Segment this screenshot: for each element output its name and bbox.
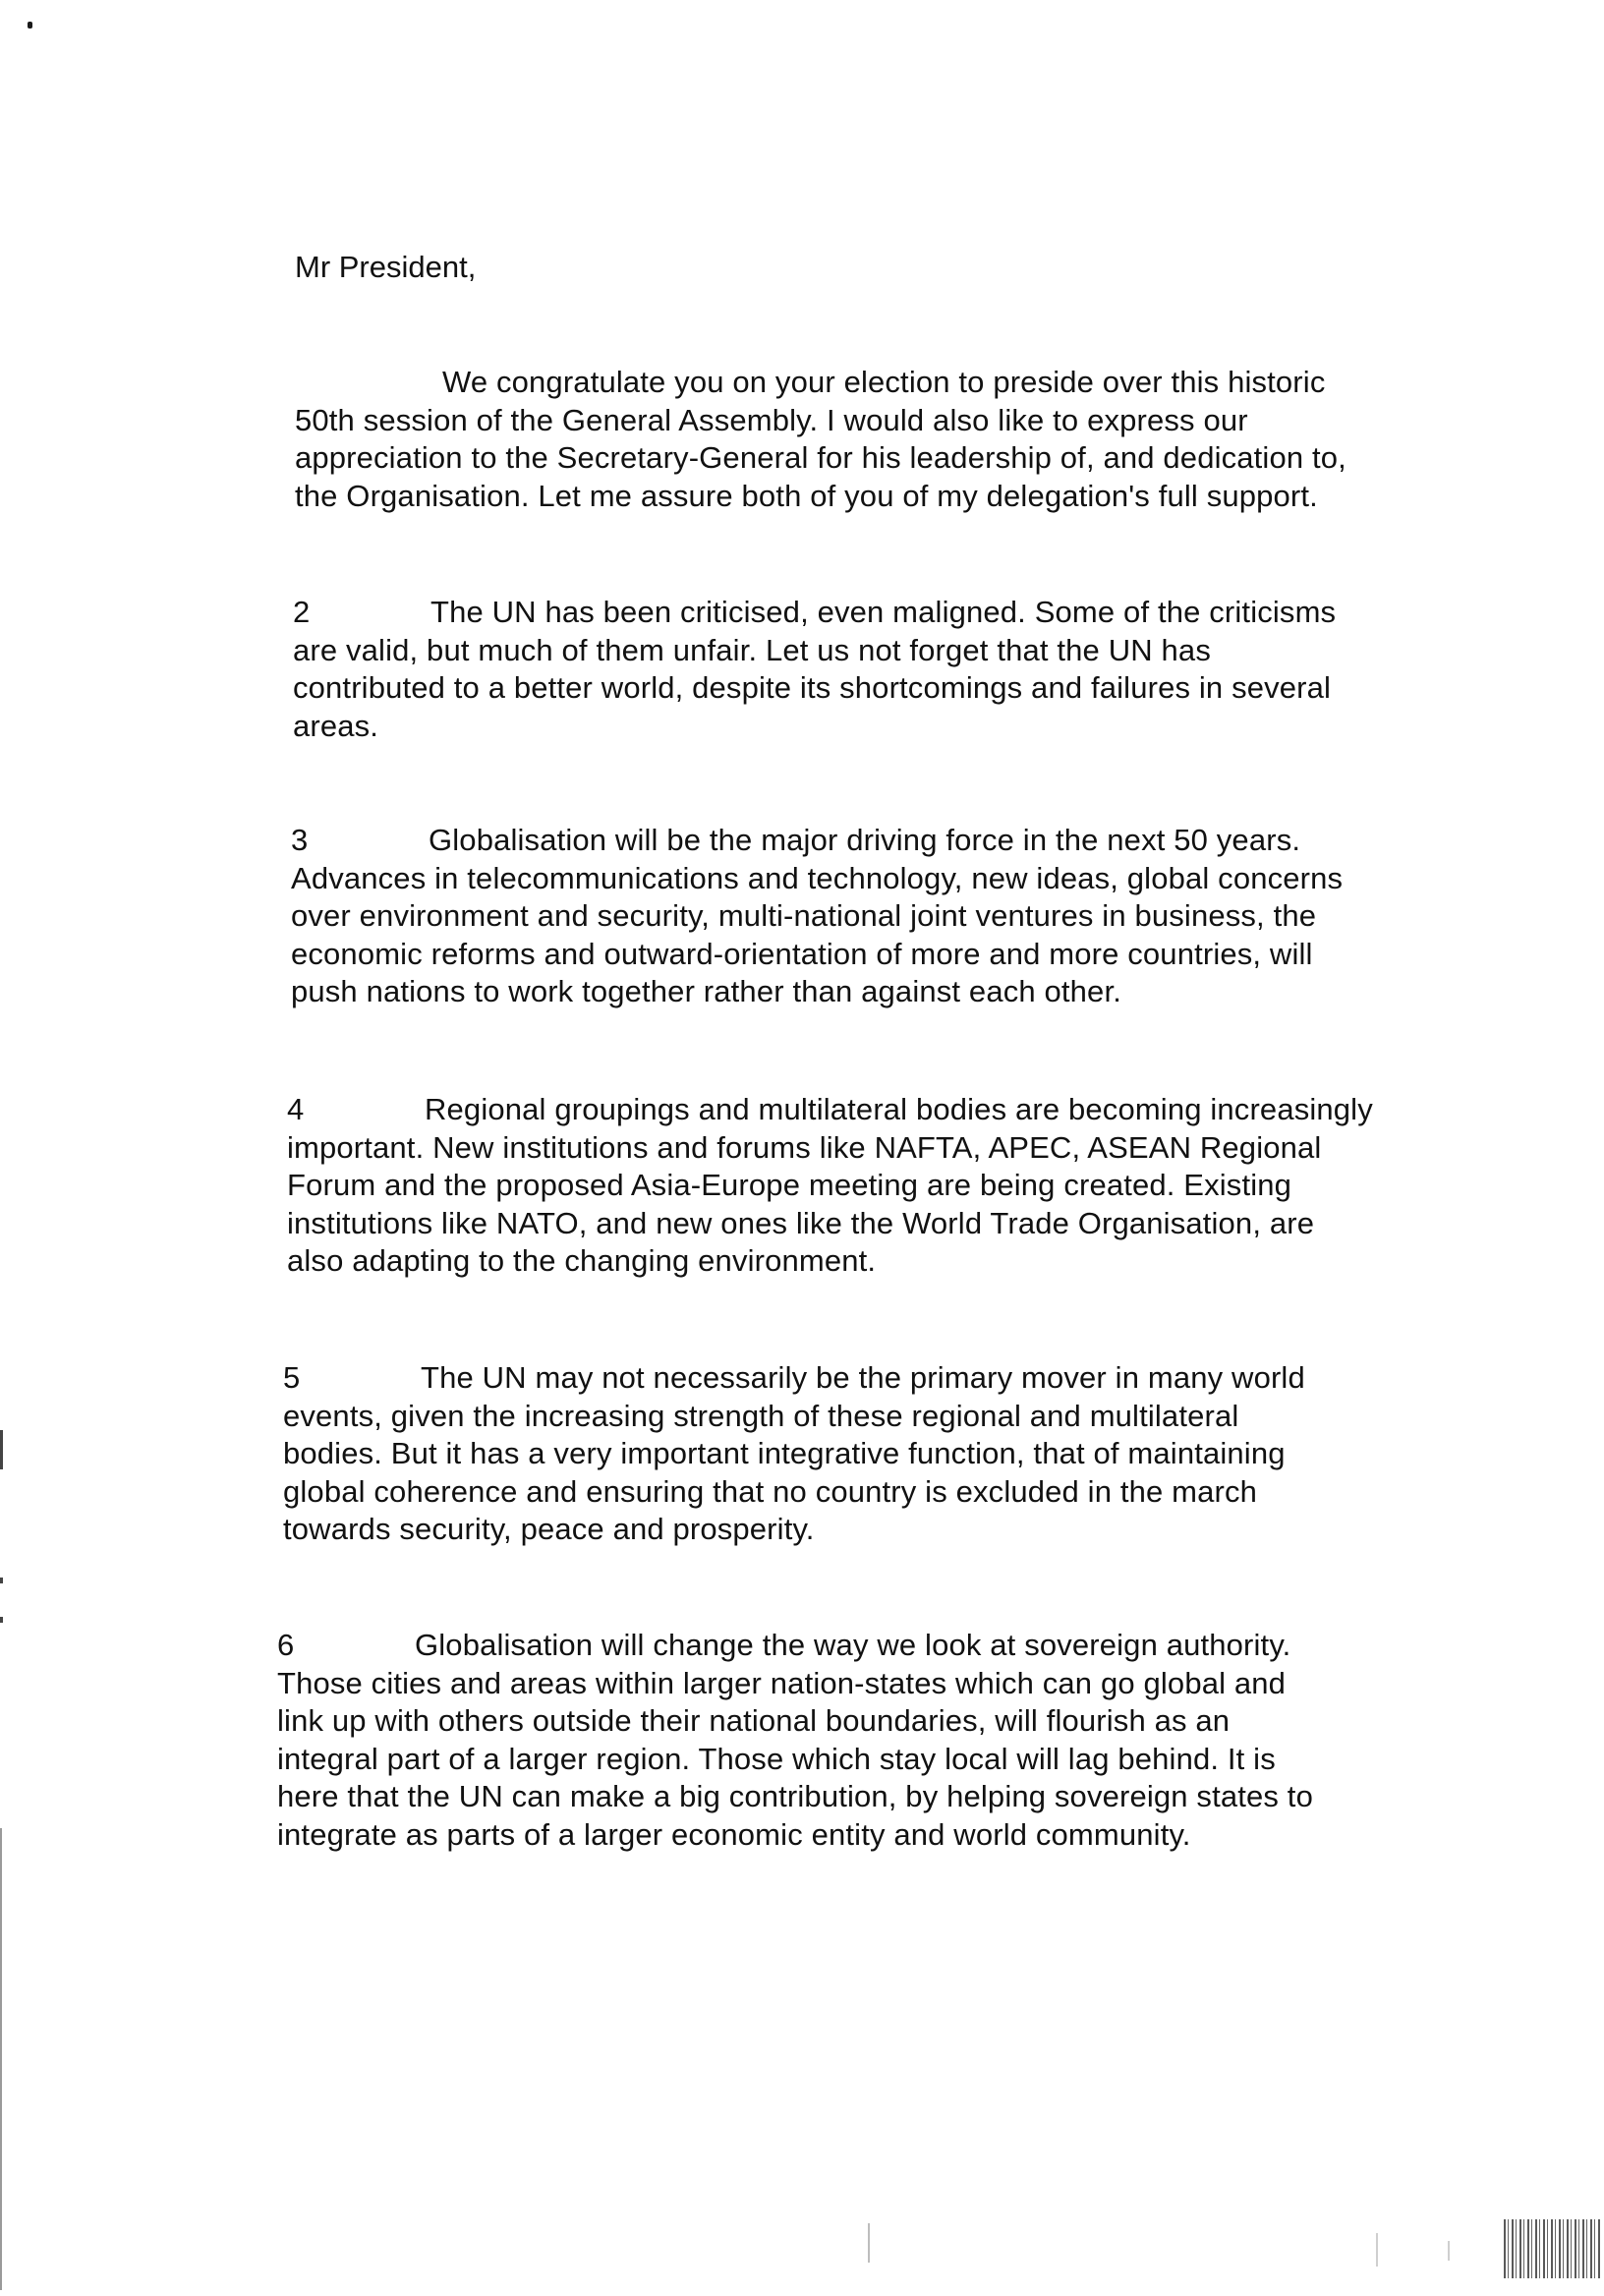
paragraph-line: link up with others outside their national boundaries, will flourish as an: [277, 1703, 1231, 1738]
paragraph-line: towards security, peace and prosperity.: [283, 1512, 815, 1546]
paragraph-line: 6 Globalisation will change the way we look at sovereign authority.: [277, 1627, 1466, 1665]
paragraph-line: 50th session of the General Assembly. I would also like to express our: [295, 402, 1248, 437]
paragraph-line: integral part of a larger region. Those which stay local will lag behind. It is: [277, 1741, 1276, 1776]
scan-edge-mark: [0, 1578, 3, 1583]
paragraph-line: are valid, but much of them unfair. Let us not forget that the UN has: [293, 632, 1211, 667]
paragraph-4: [287, 1091, 1476, 1281]
paragraph-number: 6: [277, 1628, 295, 1662]
paragraph-number: 5: [283, 1360, 301, 1395]
paragraph-line: appreciation to the Secretary-General for his leadership of, and dedication to,: [295, 440, 1346, 475]
paragraph-line: areas.: [293, 708, 379, 743]
scan-edge-mark: [0, 1828, 2, 2290]
paragraph-line: Advances in telecommunications and technology, new ideas, global concerns: [291, 860, 1344, 895]
paragraph-line: Those cities and areas within larger nation-states which can go global and: [277, 1665, 1287, 1700]
paragraph-line: 2 The UN has been criticised, even maligned. Some of the criticisms: [293, 594, 1482, 632]
paragraph-2: [293, 594, 1482, 745]
paragraph-line: also adapting to the changing environment.: [287, 1243, 877, 1278]
paragraph-line: institutions like NATO, and new ones like the World Trade Organisation, are: [287, 1205, 1315, 1240]
paragraph-line: important. New institutions and forums like NAFTA, APEC, ASEAN Regional: [287, 1129, 1322, 1165]
scan-speck: [1448, 2241, 1450, 2261]
paragraph-line: 4 Regional groupings and multilateral bodies are becoming increasingly: [287, 1091, 1476, 1129]
paragraph-line: Forum and the proposed Asia-Europe meeting are being created. Existing: [287, 1168, 1292, 1202]
scan-edge-mark: [0, 1430, 3, 1469]
paragraph-line: over environment and security, multi-national joint ventures in business, the: [291, 898, 1317, 933]
paragraph-1: [295, 364, 1484, 515]
paragraph-line: global coherence and ensuring that no country is excluded in the march: [283, 1473, 1258, 1509]
paragraph-line: We congratulate you on your election to preside over this historic: [442, 365, 1326, 399]
paragraph-number: 4: [287, 1092, 305, 1126]
paragraph-3: [291, 822, 1480, 1011]
salutation: Mr President,: [295, 250, 477, 284]
paragraph-number: 3: [291, 823, 309, 857]
scan-speck: [28, 22, 32, 29]
scan-speck: [1376, 2233, 1378, 2267]
paragraph-line: integrate as parts of a larger economic entity and world community.: [277, 1816, 1191, 1852]
paragraph-line: 5 The UN may not necessarily be the primary mover in many world: [283, 1359, 1472, 1398]
scan-edge-mark: [0, 1617, 3, 1623]
paragraph-line: 3 Globalisation will be the major driving force in the next 50 years.: [291, 822, 1480, 860]
paragraph-line: bodies. But it has a very important integrative function, that of maintaining: [283, 1436, 1286, 1470]
paragraph-number: 2: [293, 595, 311, 629]
paragraph-line: here that the UN can make a big contribution, by helping sovereign states to: [277, 1779, 1313, 1813]
scan-speck: [868, 2223, 870, 2263]
paragraph-line: push nations to work together rather than against each other.: [291, 974, 1121, 1008]
barcode-mark: [1504, 2219, 1602, 2278]
paragraph-line: economic reforms and outward-orientation of more and more countries, will: [291, 936, 1313, 971]
paragraph-5: [283, 1359, 1472, 1549]
paragraph-line: contributed to a better world, despite its shortcomings and failures in several: [293, 670, 1332, 705]
paragraph-line: events, given the increasing strength of these regional and multilateral: [283, 1398, 1239, 1433]
paragraph-line: the Organisation. Let me assure both of you of my delegation's full support.: [295, 478, 1318, 513]
paragraph-6: [277, 1627, 1466, 1854]
